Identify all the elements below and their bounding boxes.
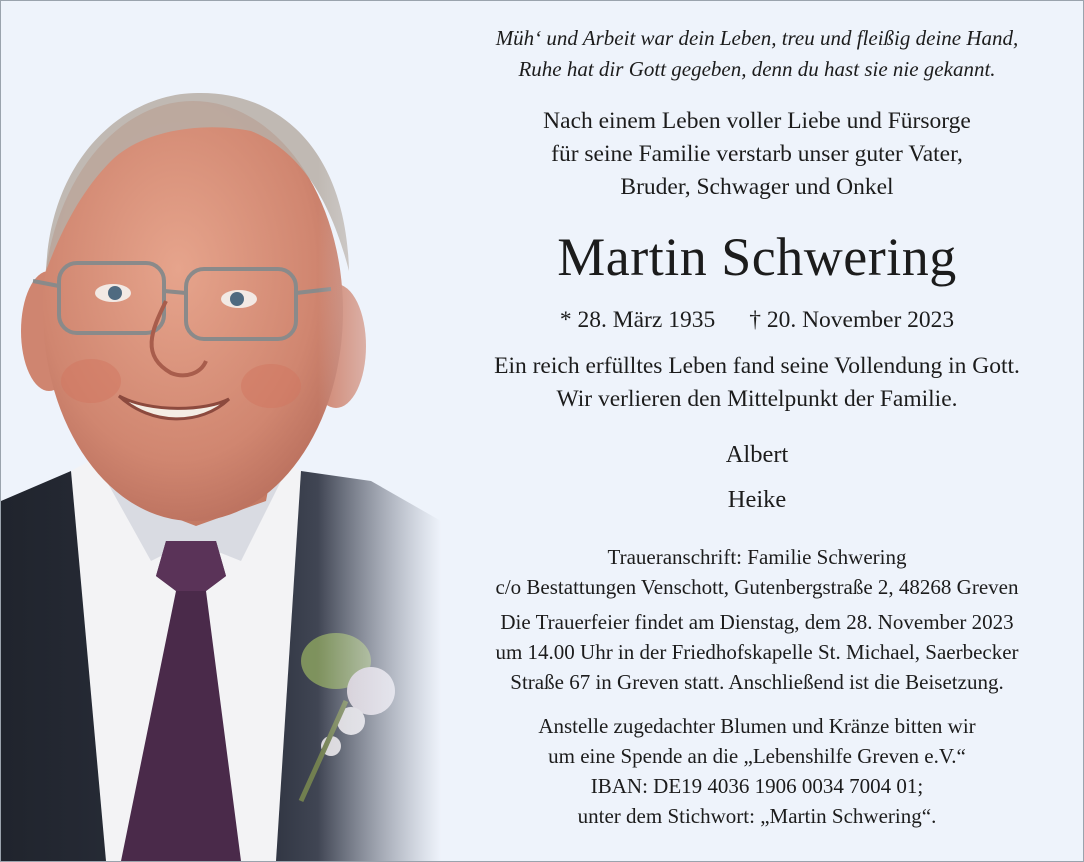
ceremony-line: um 14.00 Uhr in der Friedhofskapelle St. Michael, Saerbecker [495,640,1019,664]
mourners-list [431,432,1083,522]
mourner-name: Heike [727,486,787,513]
life-dates [431,304,1083,336]
ceremony-line: Straße 67 in Greven statt. Anschließend ist die Beisetzung. [510,670,1004,694]
intro-line: Bruder, Schwager und Onkel [620,174,894,200]
donation-request [431,711,1083,831]
address-line: c/o Bestattungen Venschott, Gutenbergstraße 2, 48268 Greven [495,575,1019,599]
portrait-photo [1,1,441,861]
intro-line: Nach einem Leben voller Liebe und Fürsorge [543,108,971,134]
birth-date: * 28. März 1935 [559,307,716,333]
legacy-line: Ein reich erfülltes Leben fand seine Vollendung in Gott. [494,353,1020,379]
donation-line: um eine Spende an die „Lebenshilfe Greven e.V.“ [548,744,966,768]
donation-line: Anstelle zugedachter Blumen und Kränze bitten wir [538,714,976,738]
death-date: † 20. November 2023 [749,307,955,333]
donation-line: unter dem Stichwort: „Martin Schwering“. [577,804,937,828]
verse-line: Ruhe hat dir Gott gegeben, denn du hast sie nie gekannt. [518,57,996,81]
verse-line: Müh‘ und Arbeit war dein Leben, treu und fleißig deine Hand, [495,26,1019,50]
iban-line: IBAN: DE19 4036 1906 0034 7004 01; [590,774,924,798]
ceremony-line: Die Trauerfeier findet am Dienstag, dem 28. November 2023 [500,610,1014,634]
legacy-text [431,350,1083,416]
intro-text [431,105,1083,204]
notice-text [431,23,1083,831]
mourning-address [431,542,1083,602]
mourner-name: Albert [725,441,789,468]
intro-line: für seine Familie verstarb unser guter Vater, [551,141,963,167]
address-line: Traueranschrift: Familie Schwering [607,545,907,569]
legacy-line: Wir verlieren den Mittelpunkt der Familie. [556,386,958,412]
funeral-service-info [431,607,1083,697]
memorial-verse [431,23,1083,85]
deceased-name: Martin Schwering [557,227,957,287]
